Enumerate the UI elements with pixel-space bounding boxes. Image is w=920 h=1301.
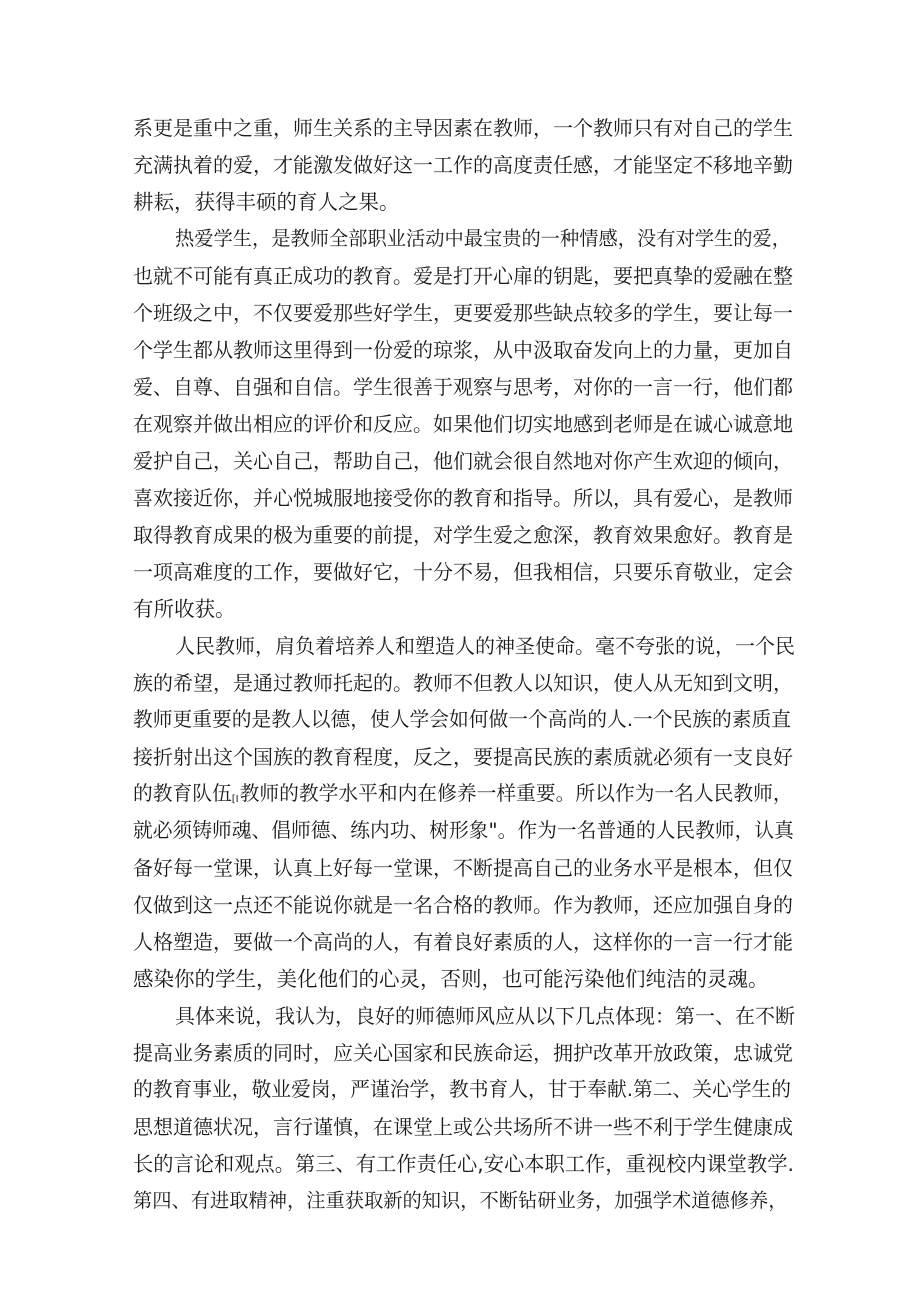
paragraph-3-line-5-rest: 教师的教学水平和内在修养一样重要。所以作为一名人民教师，	[239, 782, 793, 805]
paragraph-3-line-10: 感染你的学生，美化他们的心灵，否则，也可能污染他们纯洁的灵魂。	[133, 967, 769, 991]
paragraph-3-line-5-prefix: 的教育队伍	[133, 782, 232, 805]
paragraph-4-line-6: 第四、有进取精神，注重获取新的知识，不断钻研业务，加强学术道德修养，	[133, 1189, 788, 1212]
paragraph-2-line-7: 爱护自己，关心自己，帮助自己，他们就会很自然地对你产生欢迎的倾向，	[133, 449, 793, 473]
paragraph-2-line-1: 热爱学生，是教师全部职业活动中最宝贵的一种情感，没有对学生的爱，	[175, 227, 791, 250]
paragraph-3-line-3: 教师更重要的是教人以德，使人学会如何做一个高尚的人.一个民族的素质直	[133, 708, 792, 731]
paragraph-2-line-9: 取得教育成果的极为重要的前提，对学生爱之愈深，教育效果愈好。教育是	[133, 523, 793, 547]
paragraph-3-line-1: 人民教师，肩负着培养人和塑造人的神圣使命。毫不夸张的说，一个民	[175, 634, 795, 658]
paragraph-2-line-2: 也就不可能有真正成功的教育。爱是打开心扉的钥匙，要把真挚的爱融在整	[133, 264, 793, 288]
paragraph-3-line-9: 人格塑造，要做一个高尚的人，有着良好素质的人，这样你的一言一行才能	[133, 930, 793, 954]
paragraph-3-line-7: 备好每一堂课，认真上好每一堂课，不断提高自己的业务水平是根本，但仅	[133, 856, 793, 880]
paragraph-4-line-4: 思想道德状况，言行谨慎，在课堂上或公共场所不讲一些不利于学生健康成	[133, 1115, 793, 1139]
paragraph-3-line-5	[133, 780, 793, 808]
paragraph-4-line-1: 具体来说，我认为，良好的师德师风应从以下几点体现：第一、在不断	[175, 1004, 795, 1028]
paragraph-2-line-4: 个学生都从教师这里得到一份爱的琼浆，从中汲取奋发向上的力量，更加自	[133, 338, 793, 362]
paragraph-4-line-3: 的教育事业，敬业爱岗，严谨治学，教书育人，甘于奉献.第二、关心学生的	[133, 1078, 792, 1101]
paragraph-3-line-2: 族的希望，是通过教师托起的。教师不但教人以知识，使人从无知到文明，	[133, 671, 793, 695]
paragraph-1-line-3: 耕耘，获得丰硕的育人之果。	[133, 190, 400, 214]
paragraph-4-line-5: 长的言论和观点。第三、有工作责任心,安心本职工作，重视校内课堂教学.	[133, 1152, 794, 1176]
paragraph-2-line-10: 一项高难度的工作，要做好它，十分不易，但我相信，只要乐育敬业，定会	[133, 560, 793, 584]
paragraph-3-line-4: 接折射出这个国族的教育程度，反之，要提高民族的素质就必须有一支良好	[133, 745, 793, 769]
paragraph-1-line-1: 系更是重中之重，师生关系的主导因素在教师，一个教师只有对自己的学生	[133, 116, 793, 140]
paragraph-2-line-6: 在观察并做出相应的评价和反应。如果他们切实地感到老师是在诚心诚意地	[133, 412, 793, 436]
paragraph-2-line-5: 爱、自尊、自强和自信。学生很善于观察与思考，对你的一言一行，他们都	[133, 375, 793, 399]
footnote-mark: [I	[231, 794, 239, 805]
paragraph-2-line-8: 喜欢接近你，并心悦城服地接受你的教育和指导。所以，具有爱心，是教师	[133, 486, 793, 510]
paragraph-2-line-3: 个班级之中，不仅要爱那些好学生，更要爱那些缺点较多的学生，要让每一	[133, 301, 793, 325]
paragraph-1-line-2: 充满执着的爱，才能激发做好这一工作的高度责任感，才能坚定不移地辛勤	[133, 153, 793, 177]
paragraph-2-line-11: 有所收获。	[133, 597, 236, 621]
paragraph-4-line-2: 提高业务素质的同时，应关心国家和民族命运，拥护改革开放政策，忠诚党	[133, 1041, 793, 1065]
paragraph-3-line-6: 就必须铸师魂、倡师德、练内功、树形象"。作为一名普通的人民教师，认真	[133, 819, 794, 842]
paragraph-3-line-8: 仅做到这一点还不能说你就是一名合格的教师。作为教师，还应加强自身的	[133, 893, 793, 917]
